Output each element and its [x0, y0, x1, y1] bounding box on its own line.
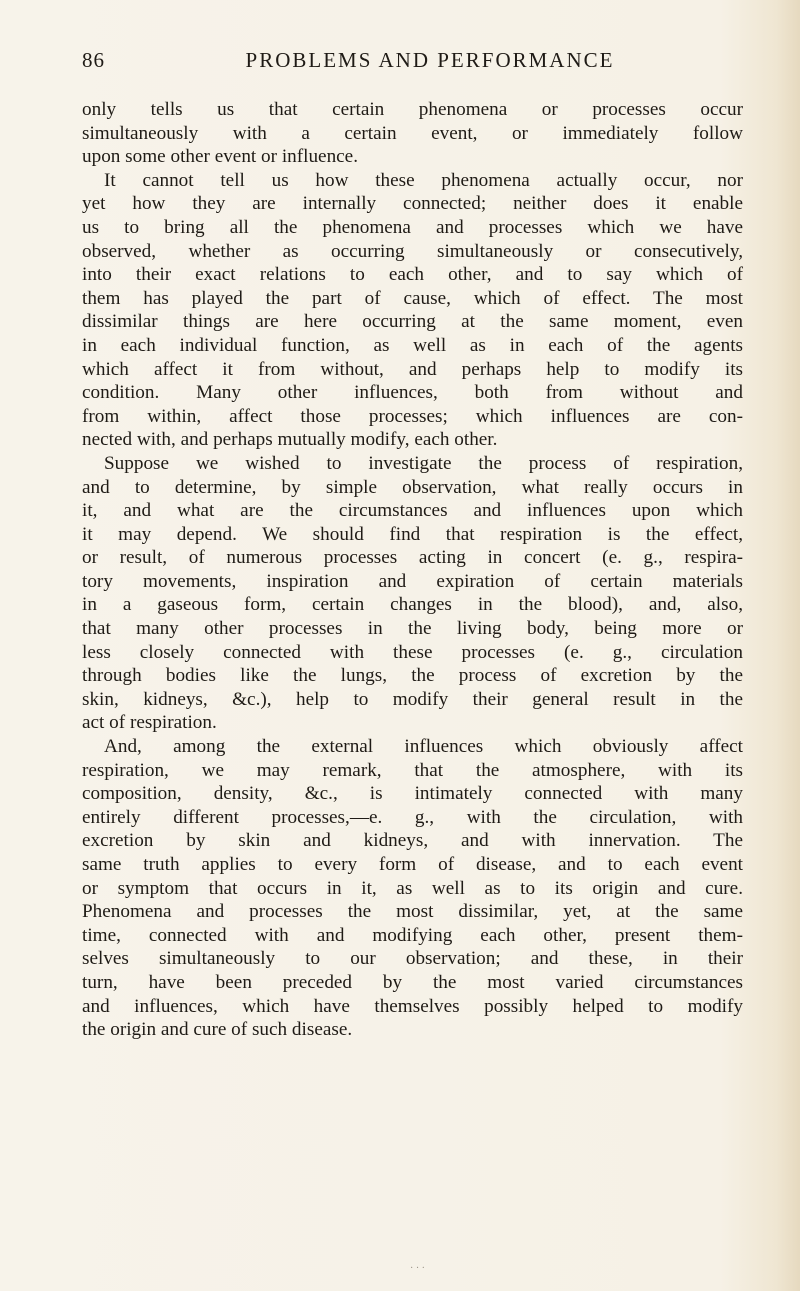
paragraph — [82, 452, 743, 735]
text-line: that many other processes in the living body, being more or — [82, 618, 743, 640]
text-line: excretion by skin and kidneys, and with innervation. The — [82, 830, 743, 852]
text-line: turn, have been preceded by the most varied circumstances — [82, 971, 743, 993]
text-line: nected with, and perhaps mutually modify, each other. — [82, 429, 498, 451]
text-line: us to bring all the phenomena and processes which we have — [82, 216, 743, 238]
text-line: Suppose we wished to investigate the process of respiration, — [104, 452, 743, 474]
text-line: selves simultaneously to our observation; and these, in their — [82, 948, 743, 970]
text-line: same truth applies to every form of disease, and to each event — [82, 854, 743, 875]
text-line: from within, affect those processes; which influences are con- — [82, 405, 743, 427]
text-line: simultaneously with a certain event, or immediately follow — [82, 122, 743, 144]
text-line: it, and what are the circumstances and influences upon which — [82, 500, 743, 522]
text-line: Phenomena and processes the most dissimilar, yet, at the same — [82, 901, 743, 923]
text-line: skin, kidneys, &c.), help to modify their general result in the — [82, 688, 743, 710]
text-line: in a gaseous form, certain changes in the blood), and, also, — [82, 594, 743, 616]
text-line: And, among the external influences which obviously affect — [104, 736, 743, 758]
body-text — [82, 98, 743, 1042]
text-line: tory movements, inspiration and expiration of certain materials — [82, 570, 743, 592]
text-line: into their exact relations to each other, and to say which of — [82, 264, 743, 286]
page-number: 86 — [82, 48, 105, 72]
text-line: which affect it from without, and perhaps help to modify its — [82, 358, 743, 380]
text-line: the origin and cure of such disease. — [82, 1019, 353, 1041]
paragraph — [82, 169, 743, 452]
text-line: or symptom that occurs in it, as well as to its origin and cure. — [82, 877, 743, 899]
paragraph — [82, 735, 743, 1042]
text-line: and to determine, by simple observation, what really occurs in — [82, 476, 743, 498]
print-speck: · · · — [410, 1263, 425, 1274]
text-line: upon some other event or influence. — [82, 146, 358, 168]
text-line: respiration, we may remark, that the atmosphere, with its — [82, 759, 743, 781]
text-line: entirely different processes,—e. g., with the circulation, with — [82, 806, 743, 828]
text-line: it may depend. We should find that respiration is the effect, — [82, 523, 743, 545]
paragraph — [82, 98, 743, 169]
text-line: dissimilar things are here occurring at the same moment, even — [82, 311, 743, 333]
text-line: composition, density, &c., is intimately connected with many — [82, 783, 743, 805]
running-head — [82, 48, 738, 78]
text-line: observed, whether as occurring simultaneously or consecutively, — [82, 240, 743, 262]
text-line: condition. Many other influences, both from without and — [82, 382, 743, 404]
text-line: in each individual function, as well as in each of the agents — [82, 334, 743, 356]
text-line: them has played the part of cause, which of effect. The most — [82, 287, 743, 309]
text-line: act of respiration. — [82, 712, 217, 734]
text-line: and influences, which have themselves possibly helped to modify — [82, 995, 743, 1017]
running-title: PROBLEMS AND PERFORMANCE — [245, 48, 615, 72]
text-line: only tells us that certain phenomena or processes occur — [82, 99, 743, 120]
text-line: less closely connected with these processes (e. g., circulation — [82, 641, 743, 663]
text-line: yet how they are internally connected; neither does it enable — [82, 193, 743, 215]
text-line: time, connected with and modifying each other, present them- — [82, 924, 743, 946]
text-line: It cannot tell us how these phenomena actually occur, nor — [104, 169, 743, 191]
text-line: through bodies like the lungs, the process of excretion by the — [82, 665, 743, 687]
text-line: or result, of numerous processes acting in concert (e. g., respira- — [82, 547, 743, 569]
